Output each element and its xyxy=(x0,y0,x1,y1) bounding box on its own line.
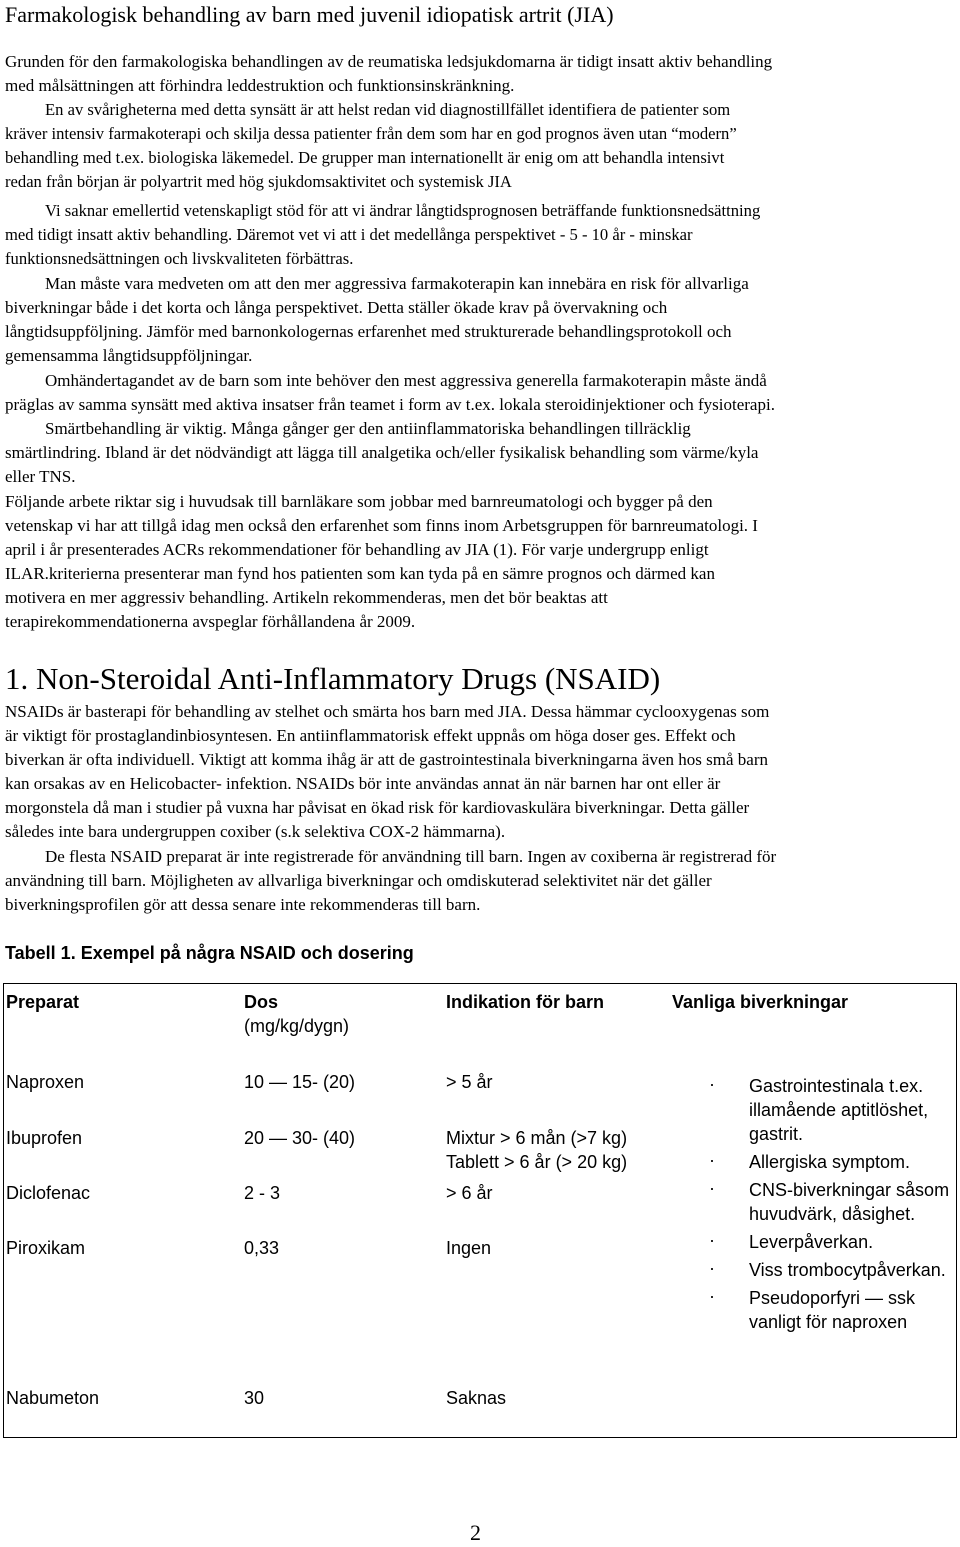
paragraph-diagnosis xyxy=(5,98,957,194)
text-line: smärtlindring. Ibland är det nödvändigt att lägga till analgetika och/eller fysikalisk behandling som värme/kyla xyxy=(5,443,759,462)
list-item: · Allergiska symptom. xyxy=(709,1150,911,1172)
paragraph-risks xyxy=(5,272,957,368)
table-cell-preparat: Piroxikam xyxy=(6,1238,86,1258)
document-title: Farmakologisk behandling av barn med juvenil idiopatisk artrit (JIA) xyxy=(5,2,614,27)
section-heading: 1. Non-Steroidal Anti-Inflammatory Drugs (NSAID) xyxy=(5,661,661,696)
table-cell-indikation xyxy=(446,1126,627,1174)
nsaid-table xyxy=(3,983,957,1438)
text-line: Man måste vara medveten om att den mer aggressiva farmakoterapin kan innebära en risk för allvarliga xyxy=(45,274,749,293)
text-line: biverkningar både i det korta och långa perspektivet. Detta ställer ökade krav på övervakning och xyxy=(5,298,668,317)
paragraph-pain xyxy=(5,417,957,489)
text-line: präglas av samma synsätt med aktiva insatser från teamet i form av t.ex. lokala steroidinjektioner och fysioterapi. xyxy=(5,395,775,414)
text-line: En av svårigheterna med detta synsätt är att helst redan vid diagnostillfället identifiera de patienter som xyxy=(45,100,731,119)
table-cell-preparat: Naproxen xyxy=(6,1072,85,1092)
column-header-dos xyxy=(244,990,349,1038)
column-header-indikation: Indikation för barn xyxy=(446,992,605,1012)
text-line: funktionsnedsättningen och livskvaliteten förbättras. xyxy=(5,249,354,268)
list-item: · Leverpåverkan. xyxy=(709,1230,874,1252)
text-line: redan från början är polyartrit med hög sjukdomsaktivitet och systemisk JIA xyxy=(5,172,512,191)
list-item: · CNS-biverkningar såsom huvudvärk, dåsighet. xyxy=(709,1178,950,1224)
text-line: med målsättningen att förhindra leddestruktion och funktionsinskränkning. xyxy=(5,76,515,95)
table-cell-indikation: > 6 år xyxy=(446,1183,493,1203)
text-line: april i år presenterades ACRs rekommendationer för behandling av JIA (1). För varje undergrupp enligt xyxy=(5,540,709,559)
indikation-line: Tablett > 6 år (> 20 kg) xyxy=(446,1152,628,1172)
text-line: vetenskap vi har att tillgå idag men också den erfarenhet som finns inom Arbetsgruppen för barnreumatologi. I xyxy=(5,516,758,535)
text-line: Omhändertagandet av de barn som inte behöver den mest aggressiva generella farmakoterapin måste ändå xyxy=(45,371,767,390)
bullet-icon: · xyxy=(709,1074,715,1094)
column-header-dos-label: Dos xyxy=(244,992,279,1012)
paragraph-nsaid xyxy=(5,700,957,844)
text-line: motivera en mer aggressiv behandling. Artikeln rekommenderas, men det bör beaktas att xyxy=(5,588,608,607)
text-line: NSAIDs är basterapi för behandling av stelhet och smärta hos barn med JIA. Dessa hämmar cyclooxygenas som xyxy=(5,702,770,721)
text-line: biverkan är ofta individuell. Viktigt att komma ihåg är att de gastrointestinala biverkningarna även hos små barn xyxy=(5,750,768,769)
bullet-icon: · xyxy=(709,1178,715,1198)
text-line: eller TNS. xyxy=(5,467,76,486)
text-line: behandling med t.ex. biologiska läkemedel. De grupper man internationellt är enig om att behandla intensivt xyxy=(5,148,725,167)
page-number: 2 xyxy=(470,1520,481,1545)
column-header-biverkningar: Vanliga biverkningar xyxy=(672,992,849,1012)
text-line: Smärtbehandling är viktig. Många gånger ger den antiinflammatoriska behandlingen tillräcklig xyxy=(45,419,691,438)
paragraph-evidence xyxy=(5,199,957,271)
text-line: är viktigt för prostaglandinbiosyntesen. En antiinflammatorisk effekt uppnås om höga doser ges. Effekt och xyxy=(5,726,736,745)
table-cell-indikation: Ingen xyxy=(446,1238,492,1258)
text-line: terapirekommendationerna avspeglar förhållandena år 2009. xyxy=(5,612,416,631)
text-line: Följande arbete riktar sig i huvudsak till barnläkare som jobbar med barnreumatologi och bygger på den xyxy=(5,492,713,511)
column-header-dos-unit: (mg/kg/dygn) xyxy=(244,1016,350,1036)
text-line: Vi saknar emellertid vetenskapligt stöd för att vi ändrar långtidsprognosen beträffande funktionsnedsättning xyxy=(45,201,761,220)
table-cell-preparat: Diclofenac xyxy=(6,1183,91,1203)
table-cell-dos: 0,33 xyxy=(244,1238,280,1258)
paragraph-registration xyxy=(5,845,957,917)
text-line: med tidigt insatt aktiv behandling. Däremot vet vi att i det medellånga perspektivet - 5 - 10 år - minskar xyxy=(5,225,693,244)
text-line: kräver intensiv farmakoterapi och skilja dessa patienter från dem som har en god prognos även utan “modern” xyxy=(5,124,737,143)
list-item: · Pseudoporfyri — ssk vanligt för naproxen xyxy=(709,1286,916,1332)
indikation-line: Mixtur > 6 mån (>7 kg) xyxy=(446,1128,628,1148)
list-item: · Viss trombocytpåverkan. xyxy=(709,1258,946,1280)
text-line: kan orsakas av en Helicobacter- infektion. NSAIDs bör inte användas annat än när barnen har ont eller är xyxy=(5,774,721,793)
text-line: Grunden för den farmakologiska behandlingen av de reumatiska ledsjukdomarna är tidigt insatt aktiv behandling xyxy=(5,52,773,71)
table-cell-preparat: Ibuprofen xyxy=(6,1128,83,1148)
table-cell-dos: 30 xyxy=(244,1388,265,1408)
table-cell-dos: 20 — 30- (40) xyxy=(244,1128,356,1148)
table-cell-indikation: > 5 år xyxy=(446,1072,493,1092)
paragraph-scope xyxy=(5,490,957,634)
biverkningar-list xyxy=(707,1074,955,1338)
table-cell-indikation: Saknas xyxy=(446,1388,507,1408)
text-line: långtidsuppföljning. Jämför med barnonkologernas erfarenhet med strukturerade behandlingsprotokoll och xyxy=(5,322,732,341)
text-line: ILAR.kriterierna presenterar man fynd hos patienten som kan tyda på en sämre prognos och därmed kan xyxy=(5,564,715,583)
text-line: gemensamma långtidsuppföljningar. xyxy=(5,346,253,365)
text-line: användning till barn. Möjligheten av allvarliga biverkningar och omdiskuterad selektivitet när det gäller xyxy=(5,871,712,890)
column-header-preparat: Preparat xyxy=(6,992,80,1012)
paragraph-care xyxy=(5,369,957,417)
table-caption: Tabell 1. Exempel på några NSAID och dosering xyxy=(5,943,414,963)
intro-paragraph xyxy=(5,50,957,98)
bullet-icon: · xyxy=(709,1150,715,1170)
bullet-icon: · xyxy=(709,1258,715,1278)
bullet-icon: · xyxy=(709,1230,715,1250)
text-line: biverkningsprofilen gör att dessa senare inte rekommenderas till barn. xyxy=(5,895,481,914)
list-item: · Gastrointestinala t.ex. illamående aptitlöshet, gastrit. xyxy=(709,1074,929,1144)
table-cell-dos: 10 — 15- (20) xyxy=(244,1072,356,1092)
text-line: De flesta NSAID preparat är inte registrerade för användning till barn. Ingen av coxiberna är registrerad för xyxy=(45,847,777,866)
table-cell-dos: 2 - 3 xyxy=(244,1183,281,1203)
bullet-icon: · xyxy=(709,1286,715,1306)
table-cell-preparat: Nabumeton xyxy=(6,1388,100,1408)
text-line: morgonstela då man i studier på vuxna har påvisat en ökad risk för kardiovaskulära biverkningar. Detta gäller xyxy=(5,798,750,817)
text-line: således inte bara undergruppen coxiber (s.k selektiva COX-2 hämmarna). xyxy=(5,822,506,841)
